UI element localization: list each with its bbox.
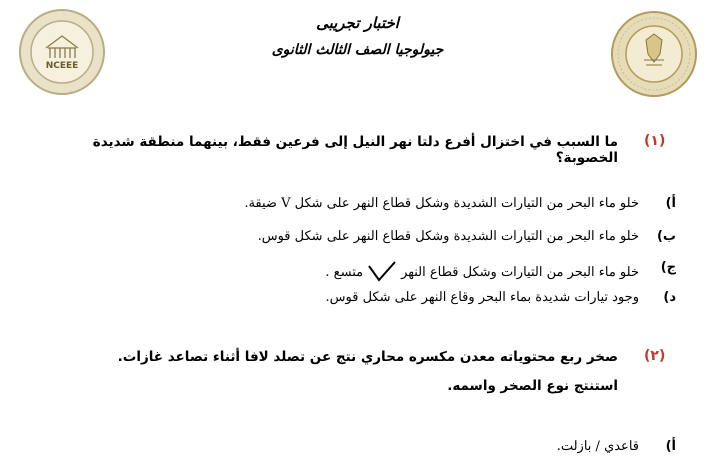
v-shape-icon bbox=[367, 260, 397, 284]
nceee-logo bbox=[18, 8, 106, 96]
ministry-logo bbox=[610, 10, 698, 98]
option-text-end: متسع . bbox=[325, 264, 364, 280]
option-letter: ب) bbox=[656, 229, 676, 244]
option-text[interactable]: خلو ماء البحر من التيارات الشديدة وشكل قطاع النهر على شكل V ضيقة. bbox=[244, 196, 639, 211]
question-number: (١) bbox=[644, 133, 666, 149]
option-letter: أ) bbox=[665, 196, 676, 211]
nceee-logo-label: NCEEE bbox=[45, 61, 79, 71]
exam-subtitle: جيولوجيا الصف الثالث الثانوى bbox=[271, 42, 444, 58]
option-letter: أ) bbox=[665, 439, 676, 454]
option-letter: د) bbox=[663, 290, 676, 305]
question-number: (٢) bbox=[644, 348, 666, 364]
option-text[interactable] bbox=[325, 260, 639, 284]
exam-title: اختبار تجريبى bbox=[316, 14, 399, 32]
option-text[interactable]: وجود تيارات شديدة بماء البحر وقاع النهر على شكل قوس. bbox=[325, 290, 639, 305]
question-instruction: استنتج نوع الصخر واسمه. bbox=[447, 378, 618, 394]
question-text: ما السبب في اختزال أفرع دلتا نهر النيل إلى فرعين فقط، بينهما منطقة شديدة الخصوبة؟ bbox=[92, 134, 618, 166]
question-text: صخر ربع محتوياته معدن مكسره محاري نتج عن تصلد لافا أثناء تصاعد غازات. bbox=[117, 349, 618, 365]
option-text[interactable]: خلو ماء البحر من التيارات الشديدة وشكل قطاع النهر على شكل قوس. bbox=[257, 229, 639, 244]
option-letter: ج) bbox=[660, 260, 676, 275]
option-text[interactable]: قاعدي / بازلت. bbox=[556, 439, 639, 454]
option-text-start: خلو ماء البحر من التيارات وشكل قطاع النهر bbox=[401, 264, 639, 280]
